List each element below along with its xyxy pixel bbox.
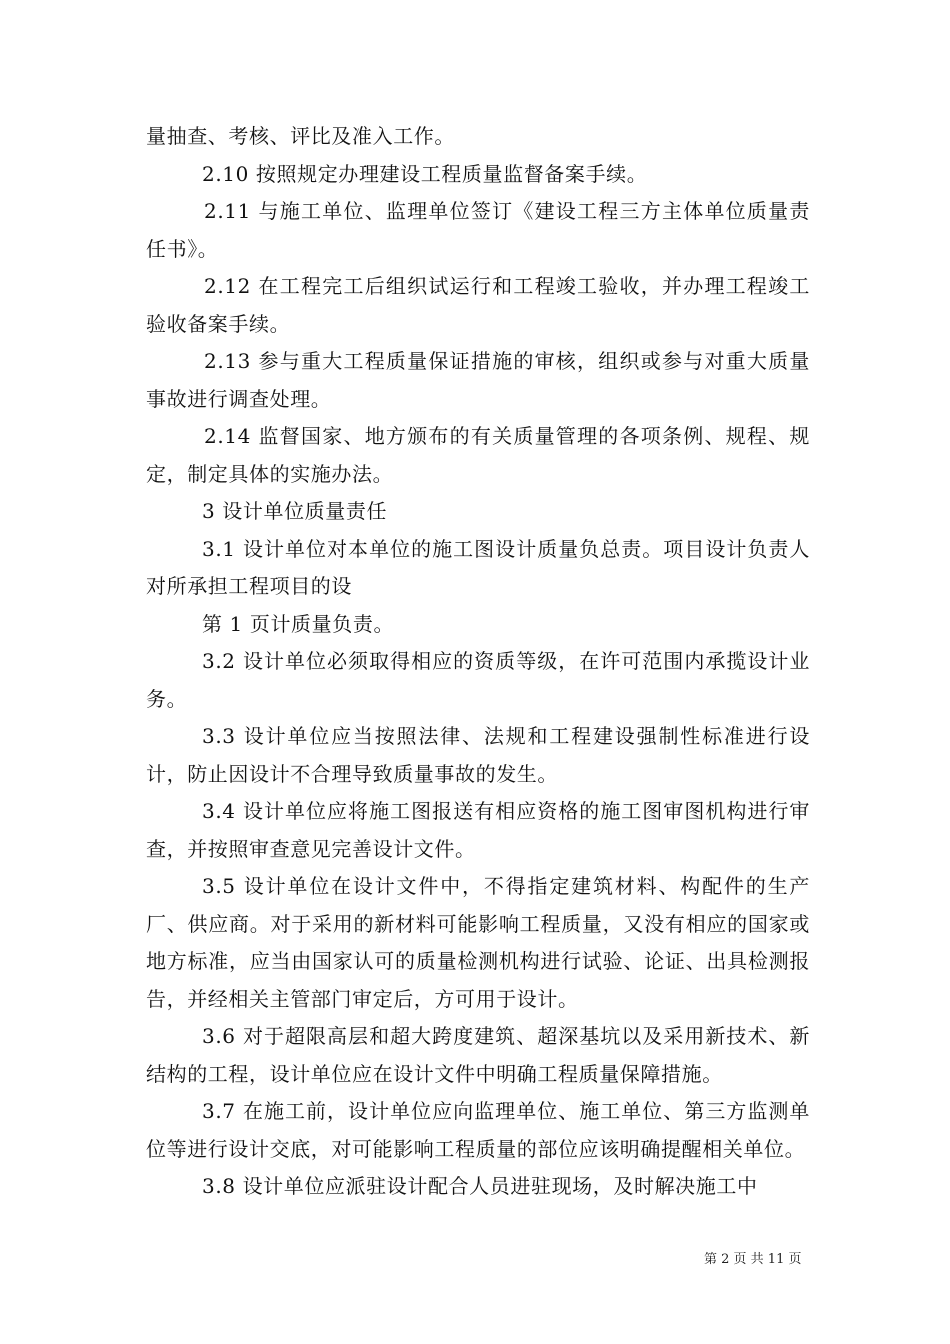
paragraph-2-14: 2.14 监督国家、地方颁布的有关质量管理的各项条例、规程、规定，制定具体的实施办法。 (146, 424, 810, 486)
paragraph-2-11: 2.11 与施工单位、监理单位签订《建设工程三方主体单位质量责任书》。 (146, 199, 810, 261)
document-body (146, 118, 810, 1206)
paragraph-3-4: 3.4 设计单位应将施工图报送有相应资格的施工图审图机构进行审查，并按照审查意见完善设计文件。 (146, 799, 810, 861)
paragraph-2-13: 2.13 参与重大工程质量保证措施的审核，组织或参与对重大质量事故进行调查处理。 (146, 349, 810, 411)
paragraph-3-7: 3.7 在施工前，设计单位应向监理单位、施工单位、第三方监测单位等进行设计交底，对可能影响工程质量的部位应该明确提醒相关单位。 (146, 1099, 810, 1161)
paragraph-3-2: 3.2 设计单位必须取得相应的资质等级，在许可范围内承揽设计业务。 (146, 649, 810, 711)
paragraph-3-1: 3.1 设计单位对本单位的施工图设计质量负总责。项目设计负责人对所承担工程项目的设 (146, 536, 810, 598)
paragraph-3-5: 3.5 设计单位在设计文件中，不得指定建筑材料、构配件的生产厂、供应商。对于采用的新材料可能影响工程质量，又没有相应的国家或地方标准，应当由国家认可的质量检测机构进行试验、论证、出具检测报告，并经相关主管部门审定后，方可用于设计。 (146, 874, 810, 1011)
page-break-note: 第 1 页计质量负责。 (202, 611, 395, 636)
paragraph-3-6: 3.6 对于超限高层和超大跨度建筑、超深基坑以及采用新技术、新结构的工程，设计单位应在设计文件中明确工程质量保障措施。 (146, 1024, 810, 1086)
paragraph-3-3: 3.3 设计单位应当按照法律、法规和工程建设强制性标准进行设计，防止因设计不合理导致质量事故的发生。 (146, 724, 810, 786)
paragraph-3-8: 3.8 设计单位应派驻设计配合人员进驻现场，及时解决施工中 (202, 1174, 758, 1198)
paragraph-2-10: 2.10 按照规定办理建设工程质量监督备案手续。 (202, 161, 648, 186)
paragraph-continuation: 量抽查、考核、评比及准入工作。 (146, 124, 455, 148)
section-heading-3: 3 设计单位质量责任 (202, 499, 388, 523)
page-number-footer: 第 2 页 共 11 页 (704, 1252, 802, 1267)
paragraph-2-12: 2.12 在工程完工后组织试运行和工程竣工验收，并办理工程竣工验收备案手续。 (146, 274, 810, 336)
